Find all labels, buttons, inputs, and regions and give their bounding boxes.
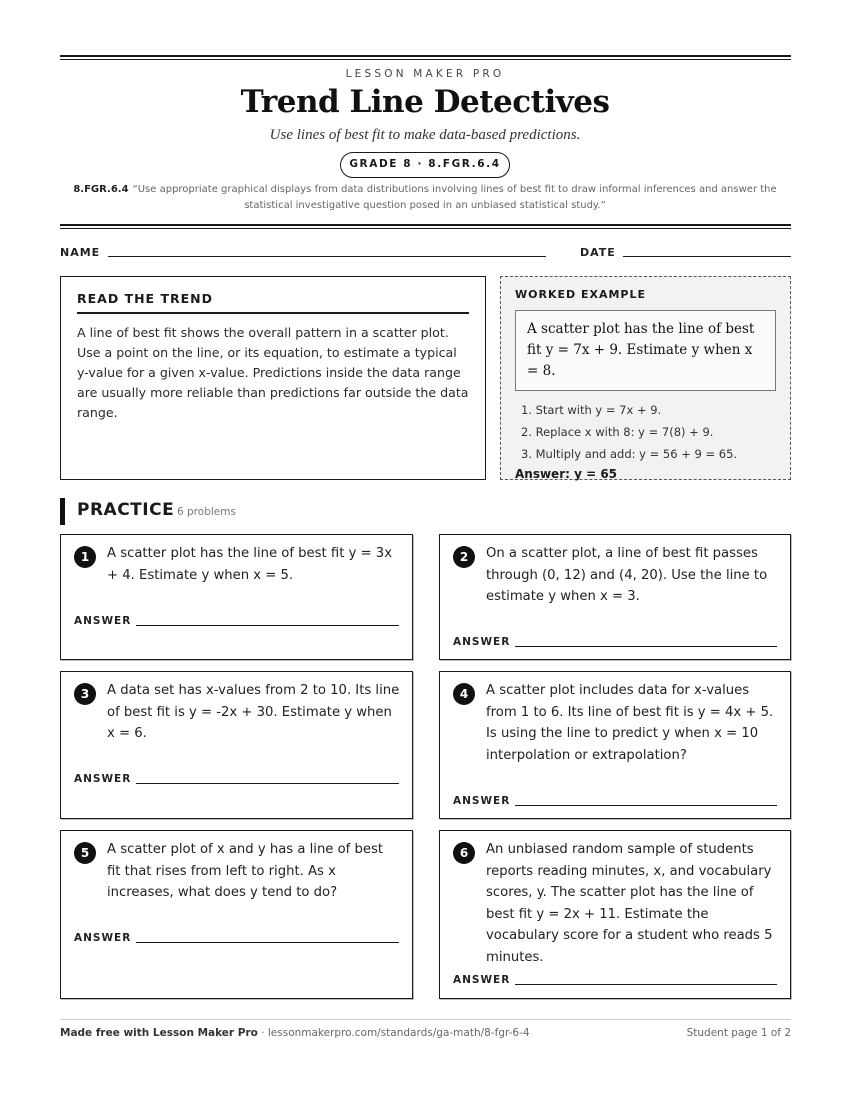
date-label: DATE bbox=[580, 246, 616, 259]
worked-step: 3. Multiply and add: y = 56 + 9 = 65. bbox=[521, 447, 738, 461]
footer-page-number: Student page 1 of 2 bbox=[686, 1027, 791, 1039]
answer-field[interactable] bbox=[136, 942, 399, 943]
problem-text: A scatter plot of x and y has a line of best fit that rises from left to right. As x increases, what does y tend to do? bbox=[107, 842, 384, 900]
problem-text: An unbiased random sample of students reports reading minutes, x, and vocabulary scores, y. The scatter plot has the line of best fit y = 2x + 11. Estimate the vocabulary score for a student who reads 5 minutes. bbox=[486, 842, 773, 965]
worked-example-heading: WORKED EXAMPLE bbox=[515, 288, 646, 301]
name-label: NAME bbox=[60, 246, 101, 259]
name-field[interactable] bbox=[108, 256, 546, 257]
worked-example-problem: A scatter plot has the line of best fit y = 7x + 9. Estimate y when x = 8. bbox=[515, 310, 776, 391]
problem-card-2 bbox=[439, 534, 791, 660]
worked-step: 2. Replace x with 8: y = 7(8) + 9. bbox=[521, 425, 714, 439]
problem-card-5 bbox=[60, 830, 413, 999]
answer-field[interactable] bbox=[515, 646, 777, 647]
header-bottom-double-rule bbox=[60, 224, 791, 229]
answer-label: ANSWER bbox=[453, 795, 511, 807]
problem-number-badge: 6 bbox=[453, 842, 475, 864]
standard-code: 8.FGR.6.4 bbox=[73, 184, 129, 195]
problem-card-1 bbox=[60, 534, 413, 660]
problem-number-badge: 3 bbox=[74, 683, 96, 705]
worked-example-answer: Answer: y = 65 bbox=[515, 467, 618, 481]
answer-label: ANSWER bbox=[453, 636, 511, 648]
problem-text: A scatter plot includes data for x-values from 1 to 6. Its line of best fit is y = 4x + 5. Is using the line to predict y when x = 10 interpolation or extrapolation? bbox=[486, 683, 774, 763]
answer-label: ANSWER bbox=[74, 932, 132, 944]
problem-number-badge: 5 bbox=[74, 842, 96, 864]
worksheet-title: Trend Line Detectives bbox=[240, 84, 610, 120]
footer-made-with: Made free with Lesson Maker Pro bbox=[60, 1027, 258, 1039]
practice-count: 6 problems bbox=[177, 506, 236, 518]
worksheet-subtitle: Use lines of best fit to make data-based predictions. bbox=[269, 127, 581, 143]
answer-label: ANSWER bbox=[74, 615, 132, 627]
read-the-trend-heading: READ THE TREND bbox=[77, 291, 469, 314]
answer-field[interactable] bbox=[136, 783, 399, 784]
answer-field[interactable] bbox=[136, 625, 399, 626]
answer-field[interactable] bbox=[515, 984, 777, 985]
read-the-trend-body: A line of best fit shows the overall pattern in a scatter plot. Use a point on the line, or its equation, to estimate a typical y-value for a given x-value. Predictions inside the data range are usually more reliable than predictions far outside the data range. bbox=[77, 325, 469, 420]
worked-example-steps bbox=[515, 399, 776, 465]
practice-heading: PRACTICE bbox=[77, 500, 175, 520]
grade-standard-badge: GRADE 8 · 8.FGR.6.4 bbox=[340, 152, 510, 178]
problem-card-4 bbox=[439, 671, 791, 819]
read-the-trend-box bbox=[60, 276, 486, 480]
standard-description bbox=[70, 182, 780, 214]
footer-credit bbox=[60, 1027, 530, 1039]
problem-text: A scatter plot has the line of best fit y = 3x + 4. Estimate y when x = 5. bbox=[107, 546, 392, 583]
problem-text: A data set has x-values from 2 to 10. Its line of best fit is y = -2x + 30. Estimate y when x = 6. bbox=[107, 683, 400, 741]
problem-card-3 bbox=[60, 671, 413, 819]
brand-name: LESSON MAKER PRO bbox=[345, 68, 505, 80]
worked-step: 1. Start with y = 7x + 9. bbox=[521, 403, 662, 417]
practice-accent-bar bbox=[60, 498, 65, 525]
footer-url[interactable]: · lessonmakerpro.com/standards/ga-math/8-fgr-6-4 bbox=[257, 1027, 530, 1039]
problem-text: On a scatter plot, a line of best fit passes through (0, 12) and (4, 20). Use the line to estimate y when x = 3. bbox=[486, 546, 768, 604]
problem-number-badge: 2 bbox=[453, 546, 475, 568]
date-field[interactable] bbox=[623, 256, 791, 257]
standard-text: “Use appropriate graphical displays from data distributions involving lines of best fit to draw informal inferences and answer the statistical investigative question posed in an unbiased statistical study.” bbox=[132, 184, 777, 211]
answer-field[interactable] bbox=[515, 805, 777, 806]
problem-number-badge: 4 bbox=[453, 683, 475, 705]
answer-label: ANSWER bbox=[453, 974, 511, 986]
problem-number-badge: 1 bbox=[74, 546, 96, 568]
footer-divider bbox=[60, 1019, 791, 1020]
top-double-rule bbox=[60, 55, 791, 60]
problem-card-6 bbox=[439, 830, 791, 999]
worked-example-box bbox=[500, 276, 791, 480]
answer-label: ANSWER bbox=[74, 773, 132, 785]
